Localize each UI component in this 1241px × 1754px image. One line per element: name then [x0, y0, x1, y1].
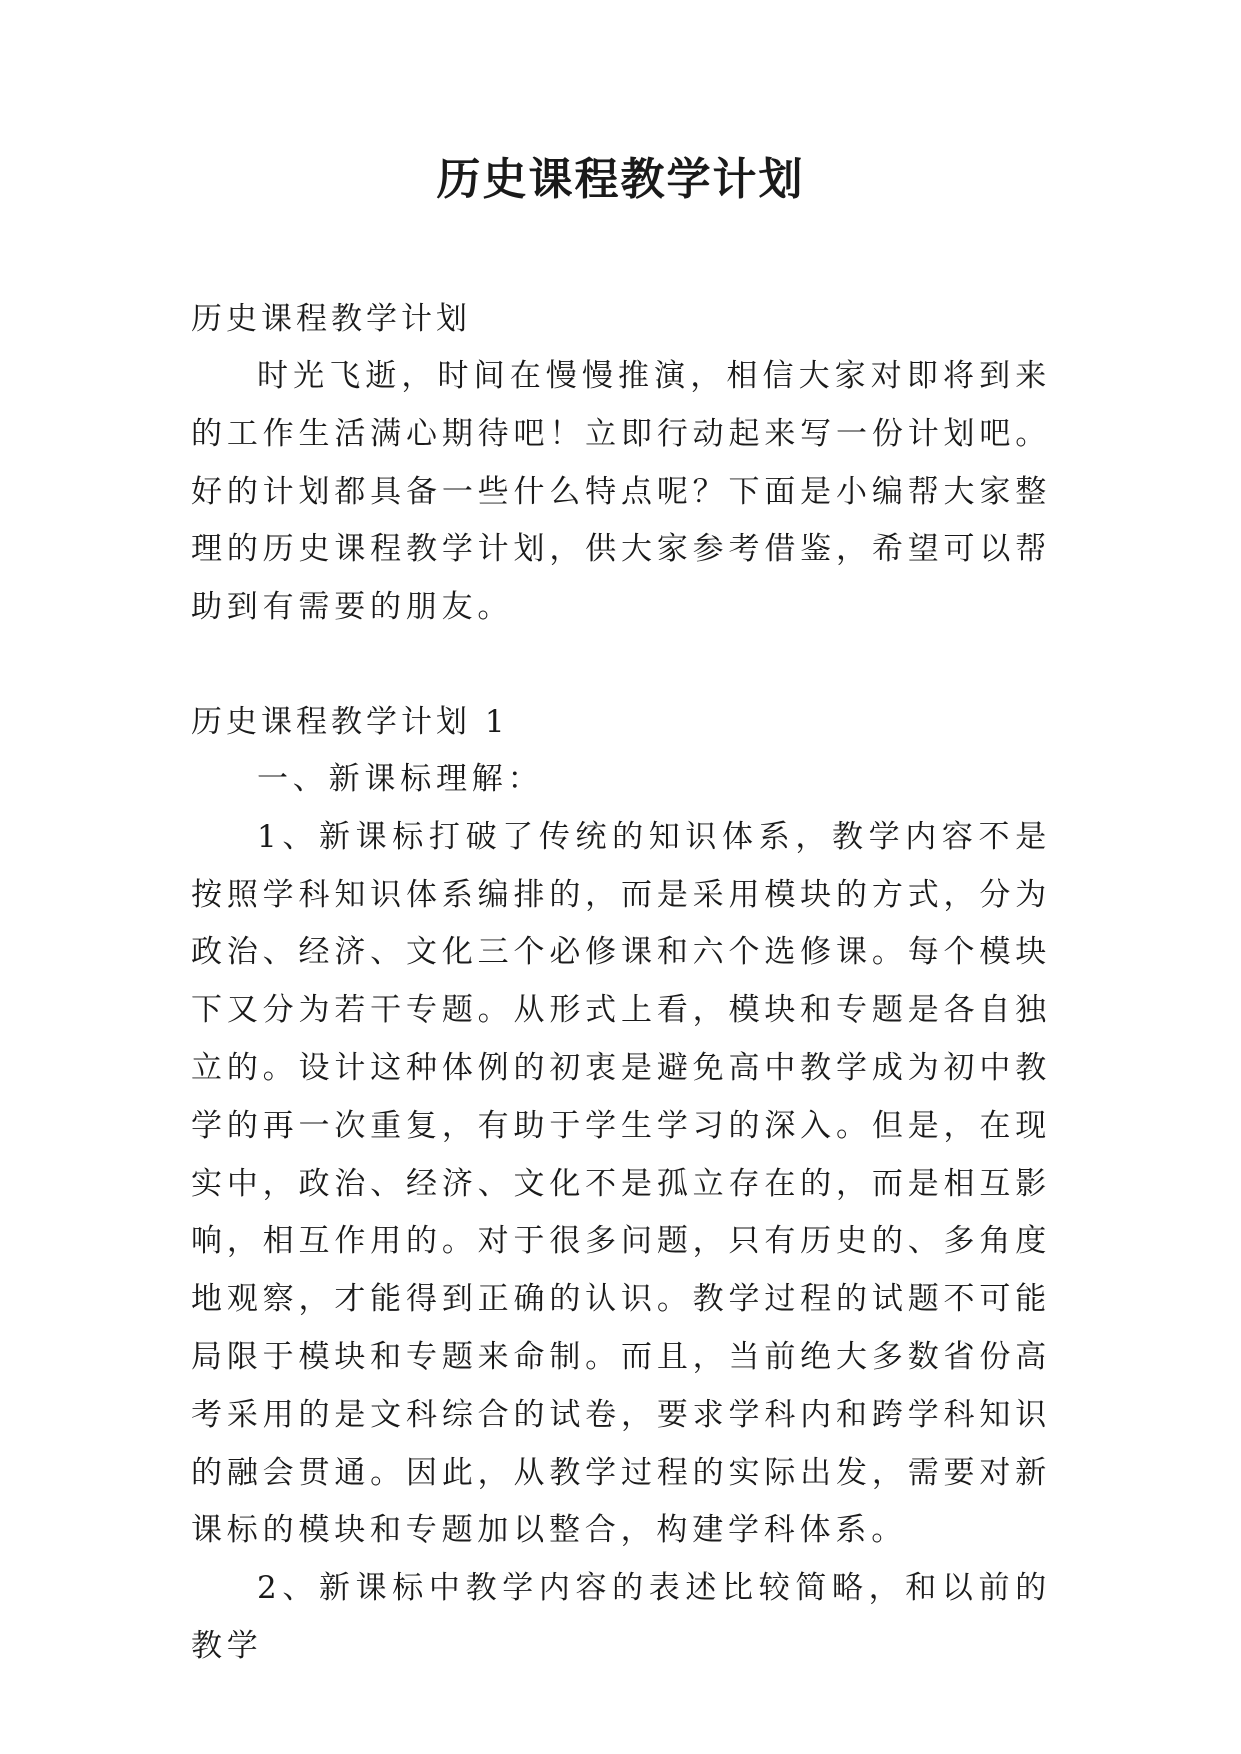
- intro-paragraph: 时光飞逝，时间在慢慢推演，相信大家对即将到来的工作生活满心期待吧！立即行动起来写一份计划吧。好的计划都具备一些什么特点呢？下面是小编帮大家整理的历史课程教学计划，供大家参考借鉴，希望可以帮助到有需要的朋友。: [191, 358, 1051, 626]
- section-subheading: 一、新课标理解：: [257, 760, 544, 797]
- section-heading: 历史课程教学计划 1: [191, 703, 509, 740]
- document-body: [191, 290, 1051, 1676]
- intro-heading: 历史课程教学计划: [191, 301, 471, 337]
- section-spacer: [191, 637, 1051, 693]
- document-title: 历史课程教学计划: [436, 154, 805, 205]
- section-paragraph: 1、新课标打破了传统的知识体系，教学内容不是按照学科知识体系编排的，而是采用模块的方式，分为政治、经济、文化三个必修课和六个选修课。每个模块下又分为若干专题。从形式上看，模块和专题是各自独立的。设计这种体例的初衷是避免高中教学成为初中教学的再一次重复，有助于学生学习的深入。但是，在现实中，政治、经济、文化不是孤立存在的，而是相互影响，相互作用的。对于很多问题，只有历史的、多角度地观察，才能得到正确的认识。教学过程的试题不可能局限于模块和专题来命制。而且，当前绝大多数省份高考采用的是文科综合的试卷，要求学科内和跨学科知识的融会贯通。因此，从教学过程的实际出发，需要对新课标的模块和专题加以整合，构建学科体系。: [191, 818, 1051, 1549]
- section-paragraph: 2、新课标中教学内容的表述比较简略，和以前的教学: [191, 1570, 1051, 1664]
